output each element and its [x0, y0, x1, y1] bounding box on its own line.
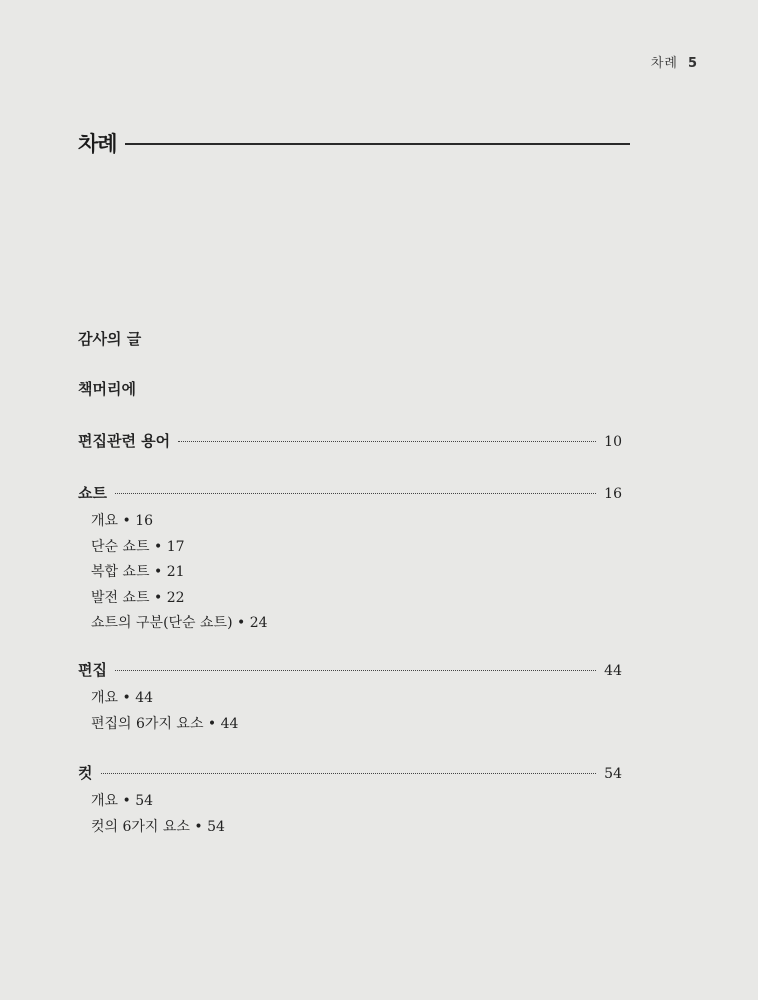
toc-sub-list: [91, 688, 622, 739]
page-number: 5: [687, 56, 698, 71]
toc-section-page: 16: [604, 486, 622, 502]
toc-section-page: 10: [604, 434, 622, 450]
toc-sub-item[interactable]: 단순 쇼트 • 17: [91, 538, 185, 555]
toc-sub-item[interactable]: 편집의 6가지 요소 • 44: [91, 715, 239, 732]
toc-section-editing-terms: [78, 430, 622, 451]
toc-section-title: 쇼트: [78, 484, 107, 502]
toc-heading: [78, 128, 630, 158]
toc-section-title: 편집관련 용어: [78, 432, 171, 450]
toc-sub-item[interactable]: 개요 • 54: [91, 793, 154, 809]
dot-leader: [178, 441, 596, 442]
toc-section-cut: [78, 762, 622, 842]
toc-section-title: 편집: [78, 661, 107, 679]
toc-section-page: 54: [604, 766, 622, 782]
title-rule: [125, 143, 630, 145]
toc-entry-preface[interactable]: 책머리에: [78, 380, 136, 398]
dot-leader: [115, 670, 596, 671]
toc-section-title: 컷: [78, 764, 93, 782]
toc-entry-acknowledgements[interactable]: 감사의 글: [78, 330, 142, 348]
toc-sub-list: [91, 511, 622, 639]
toc-sub-item[interactable]: 개요 • 44: [91, 690, 154, 706]
toc-section-header[interactable]: [78, 659, 622, 680]
toc-section-editing: [78, 659, 622, 739]
toc-section-shot: [78, 482, 622, 639]
running-header: [651, 52, 698, 71]
dot-leader: [115, 493, 596, 494]
toc-title: 차례: [78, 132, 117, 156]
toc-section-header[interactable]: [78, 482, 622, 503]
dot-leader: [101, 773, 597, 774]
toc-sub-item[interactable]: 쇼트의 구분(단순 쇼트) • 24: [91, 615, 268, 631]
toc-section-header[interactable]: [78, 430, 622, 451]
toc-sub-list: [91, 791, 622, 842]
running-header-label: 차례: [650, 56, 678, 71]
toc-sub-item[interactable]: 컷의 6가지 요소 • 54: [91, 818, 225, 835]
toc-section-header[interactable]: [78, 762, 622, 783]
toc-section-page: 44: [604, 663, 622, 679]
toc-sub-item[interactable]: 복합 쇼트 • 21: [91, 564, 185, 580]
toc-sub-item[interactable]: 발전 쇼트 • 22: [91, 589, 185, 606]
toc-sub-item[interactable]: 개요 • 16: [91, 513, 154, 529]
